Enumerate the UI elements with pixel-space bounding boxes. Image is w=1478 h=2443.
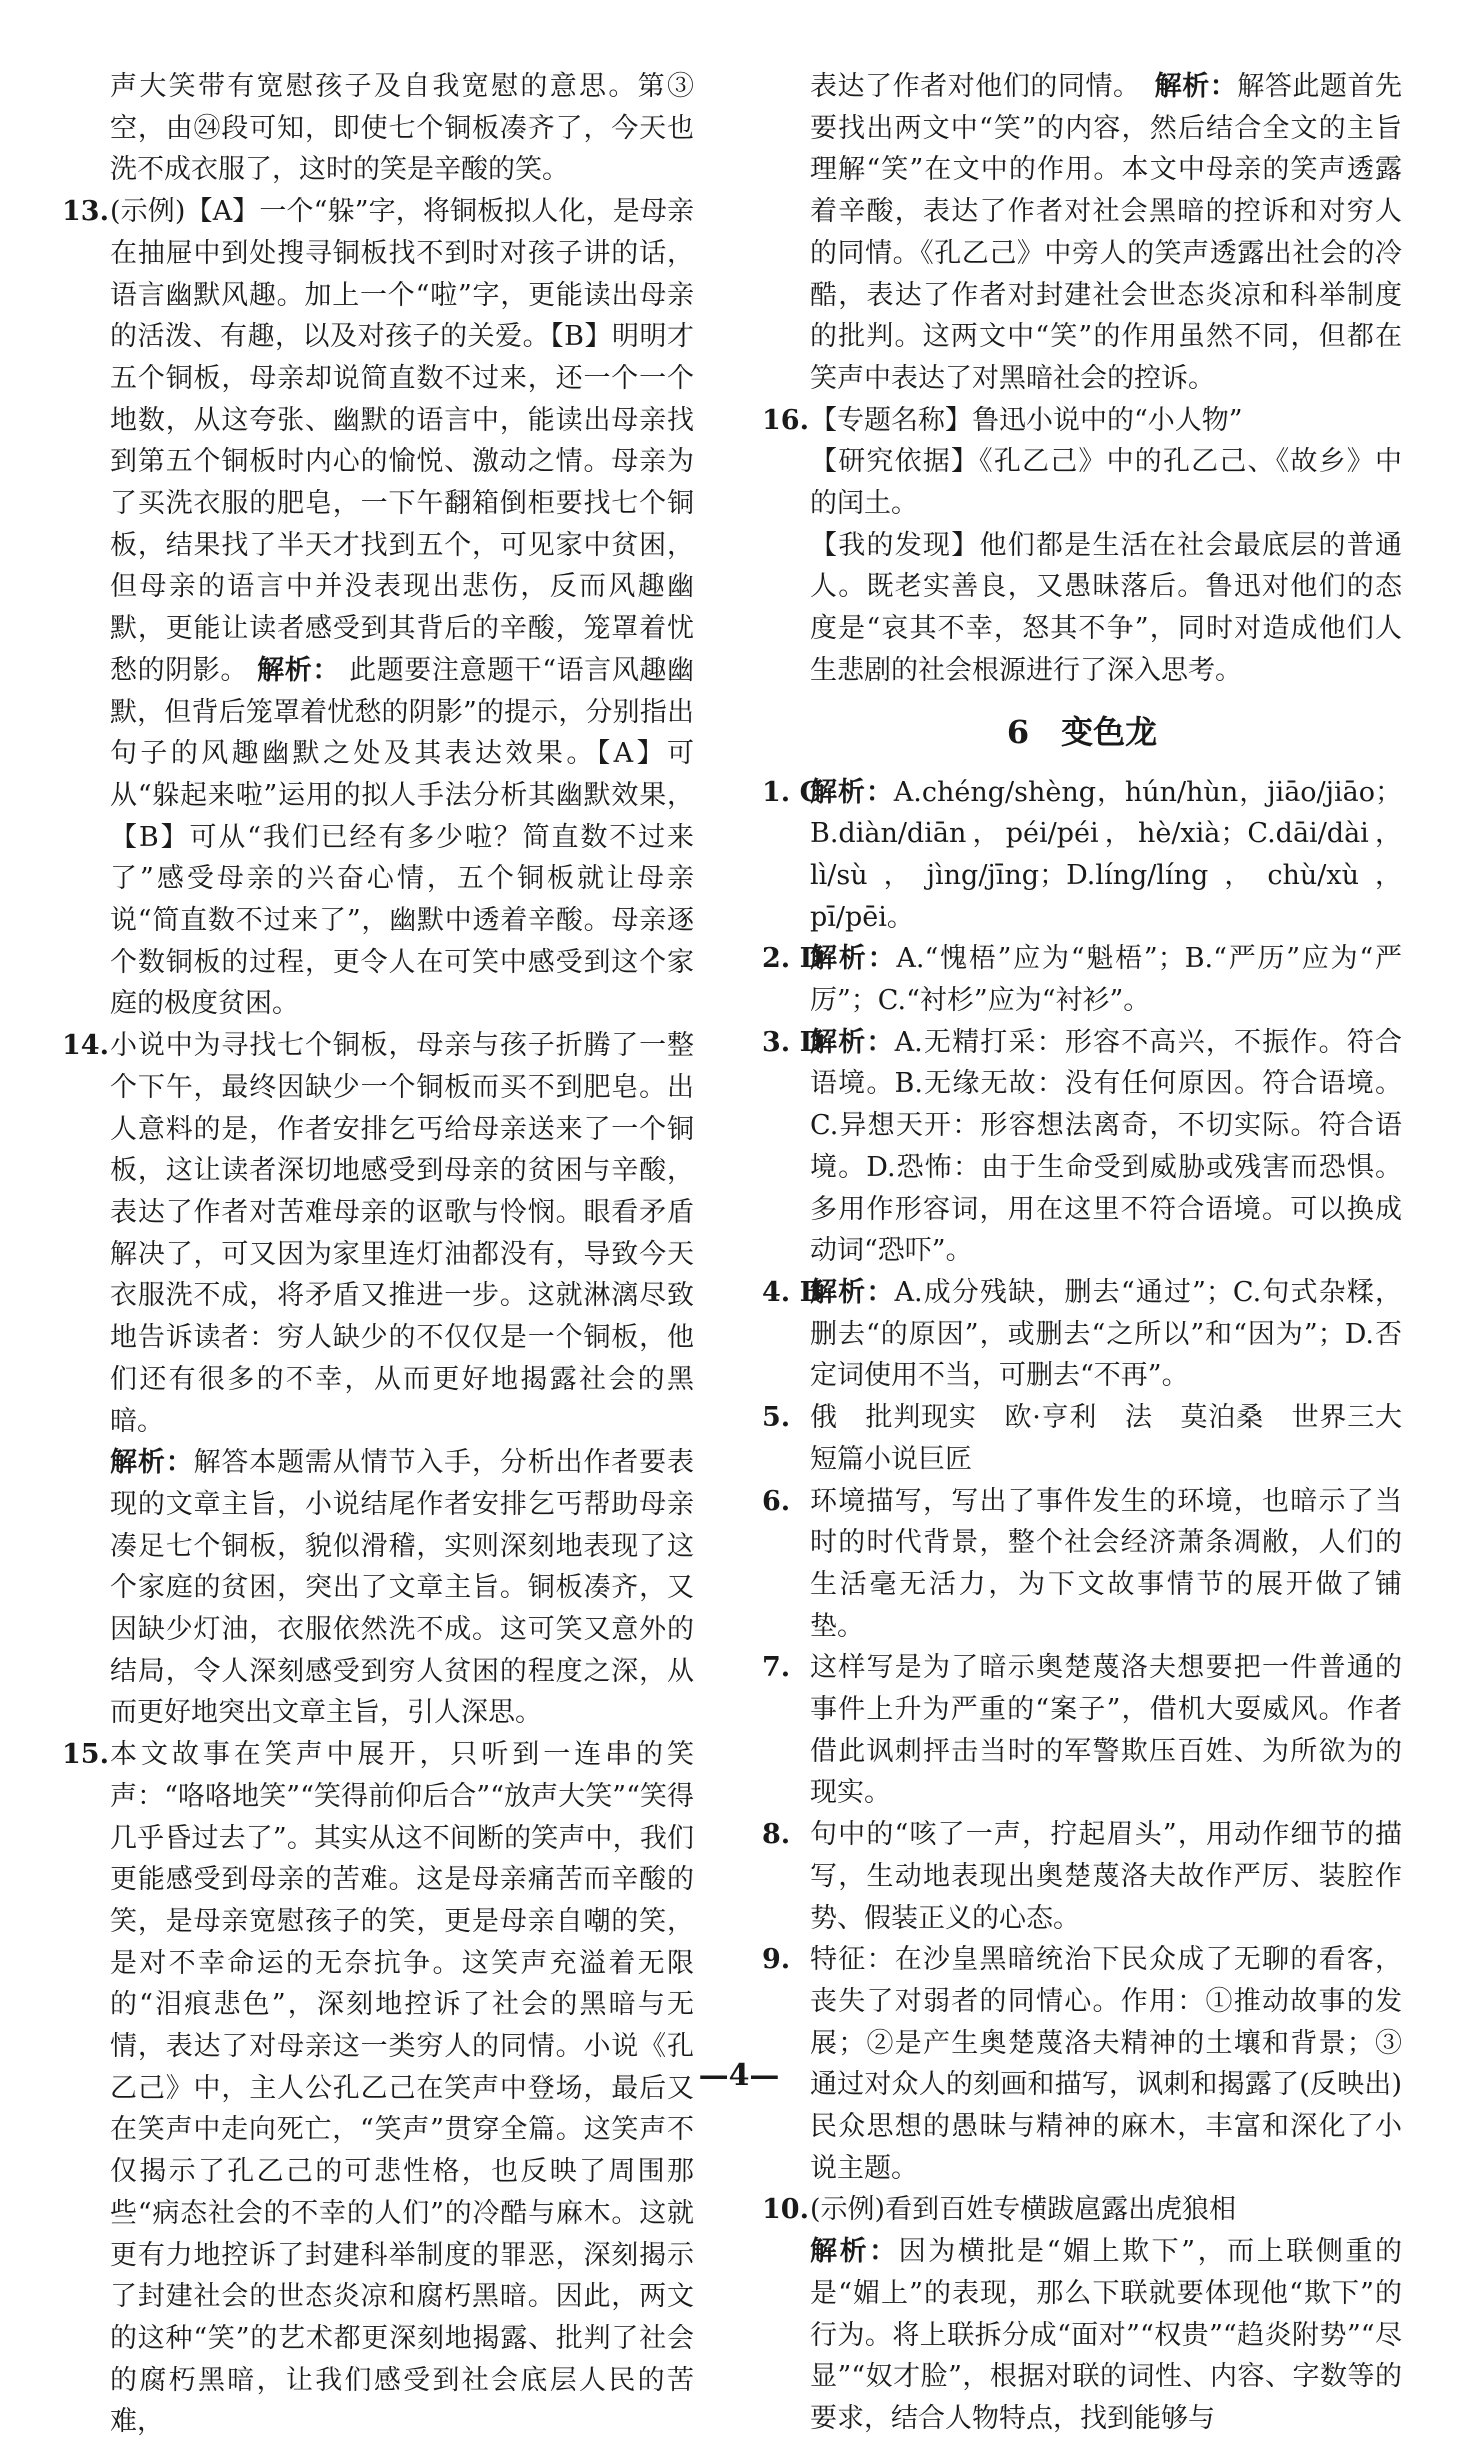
- answer-number: 15.: [62, 1739, 109, 1771]
- my-findings-line: 【我的发现】他们都是生活在社会最底层的普通人。既老实善良，又愚昧落后。鲁迅对他们的态度是“哀其不幸，怒其不争”，同时对造成他们人生悲剧的社会根源进行了深入思考。: [810, 529, 1402, 686]
- analysis-text: 因为横批是“媚上欺下”，而上联侧重的是“媚上”的表现，那么下联就要体现他“欺下”的行为。将上联拆分成“面对”“权贵”“趋炎附势”“尽显”“奴才脸”，根据对联的词性、内容、字数等的要求，结合人物特点，找到能够与: [810, 2236, 1403, 2434]
- research-basis-line: 【研究依据】《孔乙己》中的孔乙己、《故乡》中的闰土。: [810, 446, 1402, 520]
- list-item: [762, 1022, 1402, 1272]
- section-title: 6 变色龙: [1006, 712, 1158, 751]
- analysis-label: 解析：: [810, 1276, 895, 1308]
- answer-number: 6.: [762, 1485, 791, 1517]
- answer-10-analysis: [762, 2231, 1402, 2440]
- list-item: [762, 2189, 1402, 2231]
- answer-number: 5.: [762, 1402, 791, 1434]
- answer-text: (示例)看到百姓专横跋扈露出虎狼相: [810, 2194, 1237, 2226]
- answer-number: 4. B: [762, 1276, 823, 1308]
- list-item: [762, 772, 1402, 939]
- answer-text: 俄 批判现实 欧·亨利 法 莫泊桑 世界三大短篇小说巨匠: [810, 1402, 1402, 1475]
- answer-number: 2. D: [762, 943, 824, 975]
- answer-number: 14.: [62, 1030, 109, 1062]
- answer-number: 3. D: [762, 1026, 824, 1058]
- list-item: [762, 1397, 1402, 1480]
- analysis-text: 解答此题首先要找出两文中“笑”的内容，然后结合全文的主旨理解“笑”在文中的作用。本文中母亲的笑声透露着辛酸，表达了作者对社会黑暗的控诉和对穷人的同情。《孔乙己》中旁人的笑声透露出社会的冷酷，表达了作者对封建社会世态炎凉和科举制度的批判。这两文中“笑”的作用虽然不同，但都在笑声中表达了对黑暗社会的控诉。: [810, 71, 1403, 394]
- answer-number: 1. C: [762, 776, 822, 808]
- answer-list: [762, 772, 1402, 2232]
- answer-number: 7.: [762, 1652, 791, 1684]
- answer-text: 本文故事在笑声中展开，只听到一连串的笑声：“咯咯地笑”“笑得前仰后合”“放声大笑”“笑得几乎昏过去了”。其实从这不间断的笑声中，我们更能感受到母亲的苦难。这是母亲痛苦而辛酸的笑，是母亲宽慰孩子的笑，更是母亲自嘲的笑，是对不幸命运的无奈抗争。这笑声充溢着无限的“泪痕悲色”，深刻地控诉了社会的黑暗与无情，表达了对母亲这一类穷人的同情。小说《孔乙己》中，主人公孔乙己在笑声中登场，最后又在笑声中走向死亡，“笑声”贯穿全篇。这笑声不仅揭示了孔乙己的可悲性格，也反映了周围那些“病态社会的不幸的人们”的冷酷与麻木。这就更有力地控诉了封建科举制度的罪恶，深刻揭示了封建社会的世态炎凉和腐朽黑暗。因此，两文的这种“笑”的艺术都更深刻地揭露、批判了社会的腐朽黑暗，让我们感受到社会底层人民的苦难，: [110, 1739, 694, 2438]
- answer-text: A.无精打采：形容不高兴，不振作。符合语境。B.无缘无故：没有任何原因。符合语境。C.异想天开：形容想法离奇，不切实际。符合语境。D.恐怖：由于生命受到威胁或残害而恐惧。多用作形容词，用在这里不符合语境。可以换成动词“恐吓”。: [810, 1026, 1402, 1267]
- answer-number: 8.: [762, 1819, 791, 1851]
- analysis-label: 解析：: [810, 2236, 899, 2268]
- answer-number: 10.: [762, 2194, 809, 2226]
- list-item: [762, 1814, 1402, 1939]
- answer-16: [762, 400, 1402, 692]
- answer-text: 小说中为寻找七个铜板，母亲与孩子折腾了一整个下午，最终因缺少一个铜板而买不到肥皂。出人意料的是，作者安排乞丐给母亲送来了一个铜板，这让读者深切地感受到母亲的贫困与辛酸，表达了作者对苦难母亲的讴歌与怜悯。眼看矛盾解决了，可又因为家里连灯油都没有，导致今天衣服洗不成，将矛盾又推进一步。这就淋漓尽致地告诉读者：穷人缺少的不仅仅是一个铜板，他们还有很多的不幸，从而更好地揭露社会的黑暗。: [110, 1030, 694, 1437]
- answer-15-continuation: 表达了作者对他们的同情。 解析：解答此题首先要找出两文中“笑”的内容，然后结合全文的主旨理解“笑”在文中的作用。本文中母亲的笑声透露着辛酸，表达了作者对社会黑暗的控诉和对穷人的同情。《孔乙己》中旁人的笑声透露出社会的冷酷，表达了作者对封建社会世态炎凉和科举制度的批判。这两文中“笑”的作用虽然不同，但都在笑声中表达了对黑暗社会的控诉。: [810, 71, 1403, 394]
- analysis-text: 解答本题需从情节入手，分析出作者要表现的文章主旨，小说结尾作者安排乞丐帮助母亲凑足七个铜板，貌似滑稽，实则深刻地表现了这个家庭的贫困，突出了文章主旨。铜板凑齐，又因缺少灯油，衣服依然洗不成。这可笑又意外的结局，令人深刻感受到穷人贫困的程度之深，从而更好地突出文章主旨，引人深思。: [110, 1447, 695, 1729]
- topic-name-line: 【专题名称】鲁迅小说中的“小人物”: [810, 404, 1243, 436]
- list-item: [762, 1647, 1402, 1814]
- answer-13: [62, 191, 694, 1025]
- analysis-text: 此题要注意题干“语言风趣幽默，但背后笼罩着忧愁的阴影”的提示，分别指出句子的风趣幽默之处及其表达效果。【A】可从“躲起来啦”运用的拟人手法分析其幽默效果，【B】可从“我们已经有多少啦？简直数不过来了”感受母亲的兴奋心情，五个铜板就让母亲说“简直数不过来了”，幽默中透着辛酸。母亲逐个数铜板的过程，更令人在可笑中感受到这个家庭的极度贫困。: [110, 654, 695, 1020]
- list-item: [762, 1481, 1402, 1648]
- answer-number: 13.: [62, 196, 109, 228]
- analysis-label: 解析：: [810, 776, 894, 808]
- answer-text: A.chéng/shèng，hún/hùn，jiāo/jiāo；B.diàn/diān，péi/péi，hè/xià；C.dāi/dài，lì/sù，jìng/jīng；D.líng/líng，chù/xù，pī/pēi。: [810, 776, 1403, 933]
- answer-text: A.“愧梧”应为“魁梧”；B.“严历”应为“严厉”；C.“衬杉”应为“衬衫”。: [810, 943, 1402, 1017]
- answer-14: [62, 1025, 694, 1442]
- answer-number: 9.: [762, 1944, 791, 1976]
- answer-14-analysis: [62, 1442, 694, 1734]
- answer-text: 环境描写，写出了事件发生的环境，也暗示了当时的时代背景，整个社会经济萧条凋敝，人们的生活毫无活力，为下文故事情节的展开做了铺垫。: [810, 1485, 1402, 1642]
- analysis-label: 解析：: [810, 1026, 895, 1058]
- analysis-label: 解析：: [110, 1447, 194, 1479]
- answer-text: A.成分残缺，删去“通过”；C.句式杂糅，删去“的原因”，或删去“之所以”和“因为”；D.否定词使用不当，可删去“不再”。: [810, 1276, 1403, 1392]
- answer-text: 句中的“咳了一声，拧起眉头”，用动作细节的描写，生动地表现出奥楚蔑洛夫故作严厉、装腔作势、假装正义的心态。: [810, 1819, 1402, 1934]
- answer-text: 特征：在沙皇黑暗统治下民众成了无聊的看客，丧失了对弱者的同情心。作用：①推动故事的发展；②是产生奥楚蔑洛夫精神的土壤和背景；③通过对众人的刻画和描写，讽刺和揭露了(反映出)民众思想的愚昧与精神的麻木，丰富和深化了小说主题。: [810, 1944, 1402, 2184]
- page-number: —4—: [698, 2058, 780, 2093]
- answer-text: (示例)【A】一个“躲”字，将铜板拟人化，是母亲在抽屉中到处搜寻铜板找不到时对孩子讲的话，语言幽默风趣。加上一个“啦”字，更能读出母亲的活泼、有趣，以及对孩子的关爱。【B】明明才五个铜板，母亲却说简直数不过来，还一个一个地数，从这夸张、幽默的语言中，能读出母亲找到第五个铜板时内心的愉悦、激动之情。母亲为了买洗衣服的肥皂，一下午翻箱倒柜要找七个铜板，结果找了半天才找到五个，可见家中贫困，但母亲的语言中并没表现出悲伤，反而风趣幽默，更能让读者感受到其背后的辛酸，笼罩着忧愁的阴影。: [110, 196, 694, 686]
- list-item: [762, 938, 1402, 1021]
- analysis-label: 解析：: [1154, 71, 1238, 102]
- analysis-label: 解析：: [257, 654, 340, 686]
- list-item: [762, 1272, 1402, 1397]
- answer-number: 16.: [762, 404, 809, 436]
- answer-text: 这样写是为了暗示奥楚蔑洛夫想要把一件普通的事件上升为严重的“案子”，借机大耍威风。作者借此讽刺抨击当时的军警欺压百姓、为所欲为的现实。: [810, 1652, 1402, 1809]
- analysis-label: 解析：: [810, 943, 897, 975]
- q12-continuation: 声大笑带有宽慰孩子及自我宽慰的意思。第③空，由㉔段可知，即使七个铜板凑齐了，今天也洗不成衣服了，这时的笑是辛酸的笑。: [110, 71, 694, 186]
